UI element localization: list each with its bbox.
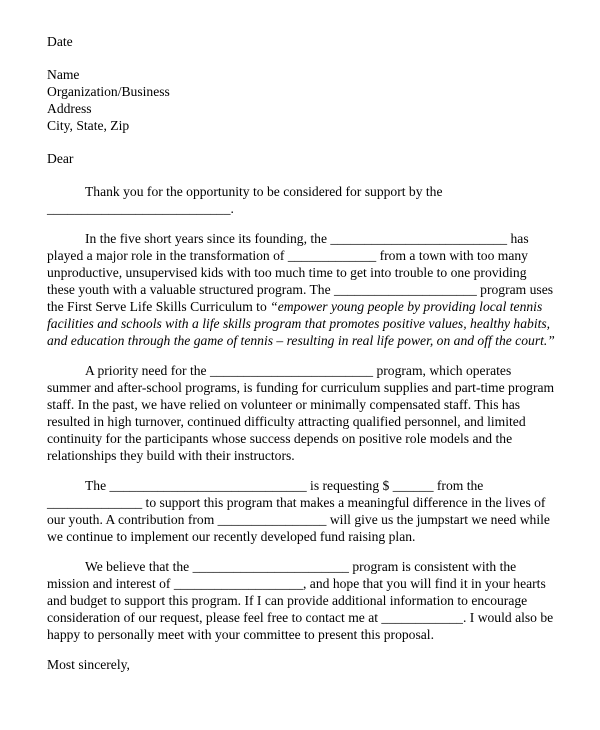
paragraph (47, 477, 555, 545)
letter-body (47, 183, 555, 643)
quoted-text-run: “empower young people by providing local tennis facilities and schools with a life skills program that promotes positive values, healthy habits, and education through the game of tennis – resulting in real life power, on and off the court.” (47, 299, 555, 348)
text-run: We believe that the _______________________ program is consistent with the mission and interest of ___________________, and hope that you will find it in your hearts and budget to support this program. If I can provide additional information to encourage consideration of our request, please feel free to contact me at ____________. I would also be happy to personally meet with your committee to present this proposal. (47, 559, 554, 642)
date-line: Date (47, 34, 73, 49)
recipient-line: Address (47, 101, 92, 116)
text-run: Thank you for the opportunity to be considered for support by the ___________________________. (47, 184, 443, 216)
recipient-line: Name (47, 67, 80, 82)
paragraph (47, 362, 555, 464)
salutation: Dear (47, 151, 74, 166)
recipient-line: City, State, Zip (47, 118, 130, 133)
paragraph (47, 230, 555, 349)
closing: Most sincerely, (47, 657, 130, 672)
paragraph (47, 558, 555, 643)
recipient-line: Organization/Business (47, 84, 170, 99)
text-run: A priority need for the ________________________ program, which operates summer and after-school programs, is funding for curriculum supplies and part-time program staff. In the past, we have relied on volunteer or minimally compensated staff. This has resulted in high turnover, continued difficulty attracting qualified personnel, and limited continuity for the participants whose success depends on positive role models and the relationships they build with their instructors. (47, 363, 555, 463)
text-run: The _____________________________ is requesting $ ______ from the ______________ to support this program that makes a meaningful difference in the lives of our youth. A contribution from ________________ will give us the jumpstart we need while we continue to implement our recently developed fund raising plan. (47, 478, 550, 544)
recipient-block (47, 66, 555, 134)
paragraph (47, 183, 555, 217)
text-run: In the five short years since its founding, the __________________________ has played a major role in the transformation of _____________ from a town with too many unproductive, unsupervised kids with too much time to get into trouble to one providing these youth with a valuable structured program. The _____________________ program uses the First Serve Life Skills Curriculum to (47, 231, 554, 314)
